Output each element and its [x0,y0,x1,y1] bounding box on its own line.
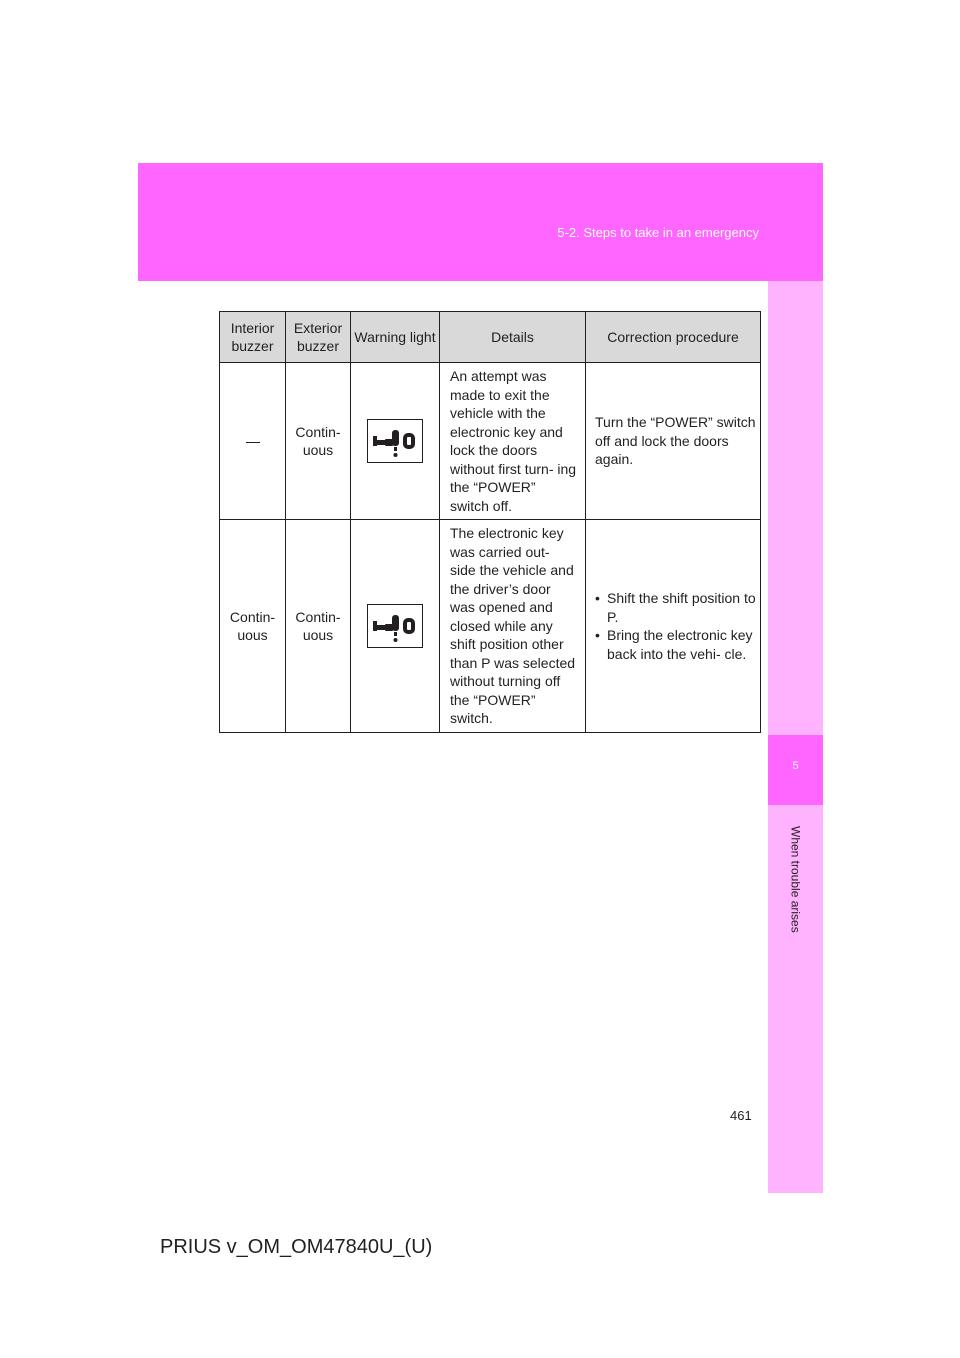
chapter-number: 5 [792,760,799,772]
col-correction-procedure: Correction procedure [586,312,761,363]
header-band [138,163,823,281]
dash-mark [246,442,260,443]
details-cell: An attempt was made to exit the vehicle with the electronic key and lock the doors without first turn- ing the “POWER” switch off. [440,363,586,520]
col-exterior-buzzer: Exterior buzzer [286,312,351,363]
chapter-label [768,812,823,947]
correction-cell [586,520,761,733]
interior-buzzer-cell [220,363,286,520]
warning-light-cell [351,520,440,733]
seat-key-warning-icon [367,604,423,648]
warning-table [219,311,761,733]
col-interior-buzzer: Interior buzzer [220,312,286,363]
correction-text: Bring the electronic key back into the vehi- cle. [607,627,753,662]
exterior-buzzer-cell: Contin- uous [286,363,351,520]
bullet-mark: • [595,627,600,643]
table-row [220,520,761,733]
table-header-row [220,312,761,363]
exterior-buzzer-cell: Contin- uous [286,520,351,733]
table-row [220,363,761,520]
chapter-title: When trouble arises [788,826,803,933]
correction-text: Turn the “POWER” switch off and lock the doors again. [595,414,756,468]
page-number: 461 [730,1108,752,1123]
document-code: PRIUS v_OM_OM47840U_(U) [160,1236,433,1258]
correction-bullet [595,589,756,626]
warning-light-cell [351,363,440,520]
chapter-box [768,735,823,805]
interior-buzzer-cell: Contin- uous [220,520,286,733]
correction-cell [586,363,761,520]
section-title: 5-2. Steps to take in an emergency [557,225,759,240]
col-warning-light: Warning light [351,312,440,363]
col-details: Details [440,312,586,363]
correction-bullet [595,626,756,663]
bullet-mark: • [595,590,600,606]
correction-text: Shift the shift position to P. [607,590,756,625]
seat-key-warning-icon [367,419,423,463]
details-cell: The electronic key was carried out- side the vehicle and the driver’s door was opened and closed while any shift position other than P was selected without turning off the “POWER” switch. [440,520,586,733]
